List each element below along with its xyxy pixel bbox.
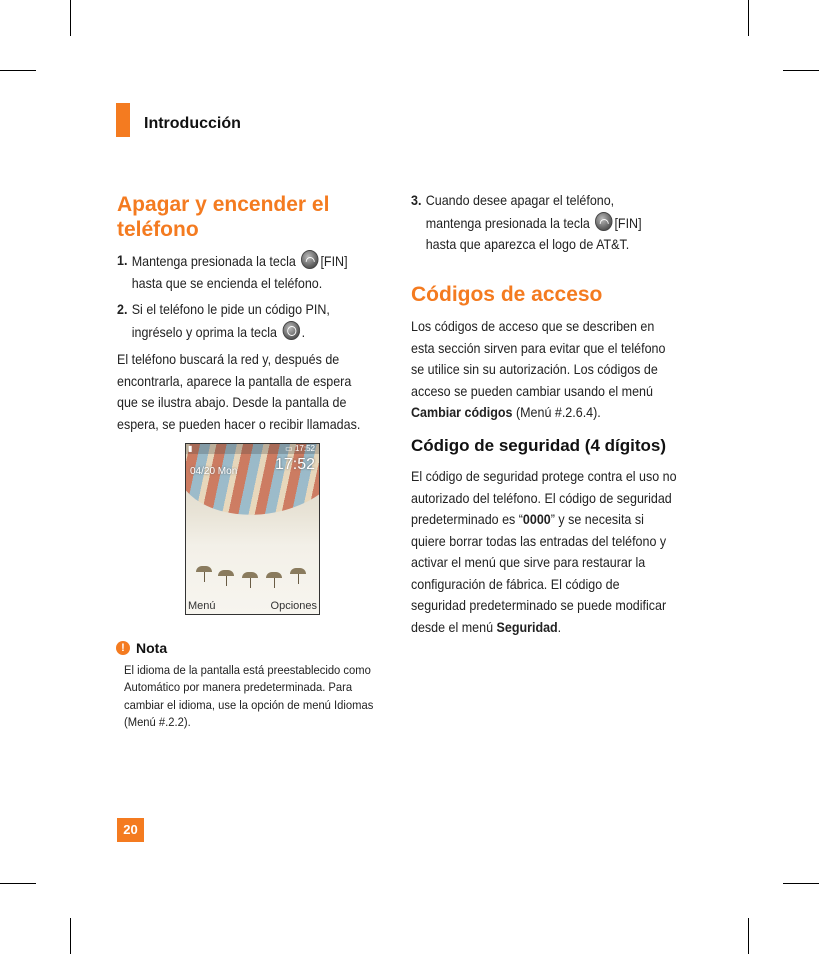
note-title: Nota [136, 640, 168, 656]
crop-mark [748, 0, 749, 36]
item-text: hasta que se encienda el teléfono. [131, 275, 323, 291]
item-text: Cuando desee apagar el teléfono, [425, 193, 615, 208]
menu-name-cambiar-codigos: Cambiar códigos [411, 405, 513, 420]
softkey-bar [186, 600, 319, 614]
key-label: [FIN] [320, 254, 348, 269]
crop-mark [70, 918, 71, 954]
page-title: Apagar y encender el teléfono [117, 193, 330, 241]
signal-icon: ▮ [188, 444, 193, 453]
list-item-1 [117, 250, 375, 294]
list-item-3 [411, 190, 669, 256]
item-text: Mantenga presionada la tecla [131, 254, 296, 269]
intro-paragraph: El teléfono buscará la red y, después de encontrarla, aparece la pantalla de espera que se ilustra abajo. Desde la pantalla de espera, se pueden hacer o recibir llamadas. [117, 352, 361, 432]
paragraph-text: (Menú #.2.6.4). [515, 405, 601, 420]
umbrella-pole [204, 572, 205, 582]
item-number: 1. [117, 253, 128, 268]
item-number: 2. [117, 302, 128, 317]
section-title-access-codes: Códigos de acceso [411, 283, 603, 306]
end-key-icon [595, 212, 612, 231]
crop-mark [70, 0, 71, 36]
key-label: [FIN] [614, 215, 642, 231]
paragraph-text: Los códigos de acceso que se describen en esta sección sirven para evitar que el teléfono se utilice sin su autorización. Los códigos de acceso se pueden cambiar usando el menú [411, 319, 666, 399]
item-text: ingréselo y oprima la tecla [131, 324, 278, 340]
status-bar [186, 444, 319, 454]
page-number: 20 [117, 818, 144, 842]
section-tab-marker [116, 103, 130, 137]
item-text: mantenga presionada la tecla [425, 215, 590, 231]
menu-name-seguridad: Seguridad [496, 619, 558, 635]
note-text: El idioma de la pantalla está preestablecido como Automático por manera predeterminada. Para cambiar el idioma, use la opción de menú Idiomas (Menú #.2.2). [124, 663, 374, 730]
security-code-paragraph [411, 466, 678, 638]
default-code: 0000 [522, 512, 551, 527]
standby-time: 17:52 [274, 456, 315, 473]
battery-icon: ▭ [285, 444, 293, 453]
softkey-options: Opciones [270, 600, 317, 612]
umbrella-pole [298, 574, 299, 584]
item-text: Si el teléfono le pide un código PIN, [131, 302, 330, 317]
crop-mark [783, 883, 819, 884]
crop-mark [0, 70, 36, 71]
note-alert-icon: ! [116, 641, 130, 655]
paragraph-text: ” y se necesita si quiere borrar todas las entradas del teléfono y activar el menú que sirve para restaurar la configuración de fábrica. El código de seguridad predeterminado se puede modificar desde el menú [411, 512, 667, 635]
list-item-2 [117, 299, 375, 343]
paragraph-text: . [557, 619, 562, 635]
section-label: Introducción [144, 115, 241, 132]
umbrella-pole [250, 578, 251, 588]
item-text: . [301, 324, 306, 340]
end-key-icon [301, 250, 318, 269]
umbrella-pole [274, 578, 275, 588]
ok-key-icon [282, 321, 299, 340]
status-time: 17:52 [294, 444, 315, 453]
crop-mark [783, 70, 819, 71]
paragraph-text: El código de seguridad protege contra el uso no autorizado del teléfono. El código de seguridad predeterminado es “ [411, 469, 677, 527]
standby-date: 04/20 Mon [190, 466, 238, 477]
access-codes-paragraph [411, 316, 678, 424]
subsection-title: Código de seguridad (4 dígitos) [411, 436, 666, 455]
phone-screen-illustration [185, 443, 320, 615]
crop-mark [748, 918, 749, 954]
item-number: 3. [411, 193, 422, 208]
item-text: hasta que aparezca el logo de AT&T. [425, 237, 630, 252]
crop-mark [0, 883, 36, 884]
softkey-menu: Menú [188, 600, 216, 612]
umbrella-pole [226, 576, 227, 586]
